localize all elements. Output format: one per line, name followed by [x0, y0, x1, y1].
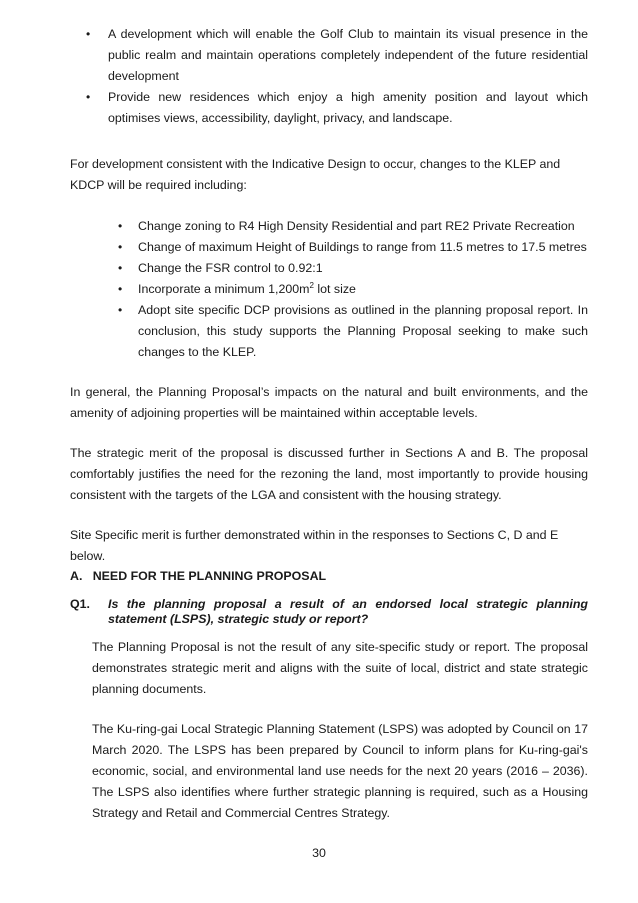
list-item: • Adopt site specific DCP provisions as outlined in the planning proposal report. In conclusion, this study supports the Planning Proposal seeking to make such changes to the KLEP. — [118, 300, 588, 363]
intro-bullet-list — [86, 24, 588, 129]
list-item: • Change zoning to R4 High Density Residential and part RE2 Private Recreation — [118, 216, 588, 237]
list-item: • A development which will enable the Golf Club to maintain its visual presence in the public realm and maintain operations completely independent of the future residential development — [86, 24, 588, 87]
strategic-merit-paragraph: The strategic merit of the proposal is discussed further in Sections A and B. The proposal comfortably justifies the need for the rezoning the land, most importantly to provide housing consistent with the targets of the LGA and consistent with the housing strategy. — [70, 446, 588, 502]
page-number: 30 — [312, 846, 326, 860]
question-text: Is the planning proposal a result of an endorsed local strategic planning statement (LSPS), strategic study or report? — [108, 597, 588, 626]
section-heading: A. NEED FOR THE PLANNING PROPOSAL — [70, 569, 327, 583]
impacts-paragraph: In general, the Planning Proposal’s impacts on the natural and built environments, and the amenity of adjoining properties will be maintained within acceptable levels. — [70, 385, 588, 420]
bullet-icon: • — [118, 240, 123, 254]
bullet-icon: • — [118, 219, 123, 233]
answer-paragraph-2: The Ku-ring-gai Local Strategic Planning Statement (LSPS) was adopted by Council on 17 March 2020. The LSPS has been prepared by Council to inform plans for Ku-ring-gai's economic, social, and environmental land use needs for the next 20 years (2016 – 2036). The LSPS also identifies where further strategic planning is required, such as a Housing Strategy and Retail and Commercial Centres Strategy. — [92, 722, 588, 820]
bullet-icon: • — [118, 261, 123, 275]
changes-intro-paragraph: For development consistent with the Indicative Design to occur, changes to the KLEP and KDCP will be required including: — [70, 157, 561, 192]
answer-paragraph-1: The Planning Proposal is not the result of any site-specific study or report. The proposal demonstrates strategic merit and aligns with the suite of local, district and state strategic planning documents. — [92, 640, 588, 696]
bullet-icon: • — [118, 303, 123, 317]
site-merit-paragraph: Site Specific merit is further demonstrated within in the responses to Sections C, D and E below. — [70, 528, 559, 563]
list-item: • Provide new residences which enjoy a high amenity position and layout which optimises views, accessibility, daylight, privacy, and landscape. — [86, 87, 588, 129]
list-item: • Incorporate a minimum $1,200m^2$ lot size — [118, 279, 588, 300]
changes-bullet-list — [118, 216, 588, 363]
bullet-icon: • — [86, 90, 91, 104]
list-item: • Change of maximum Height of Buildings to range from 11.5 metres to 17.5 metres — [118, 237, 588, 258]
bullet-icon: • — [118, 282, 123, 296]
question-number: Q1. — [70, 597, 90, 611]
bullet-icon: • — [86, 27, 91, 41]
list-item: • Change the FSR control to 0.92:1 — [118, 258, 588, 279]
